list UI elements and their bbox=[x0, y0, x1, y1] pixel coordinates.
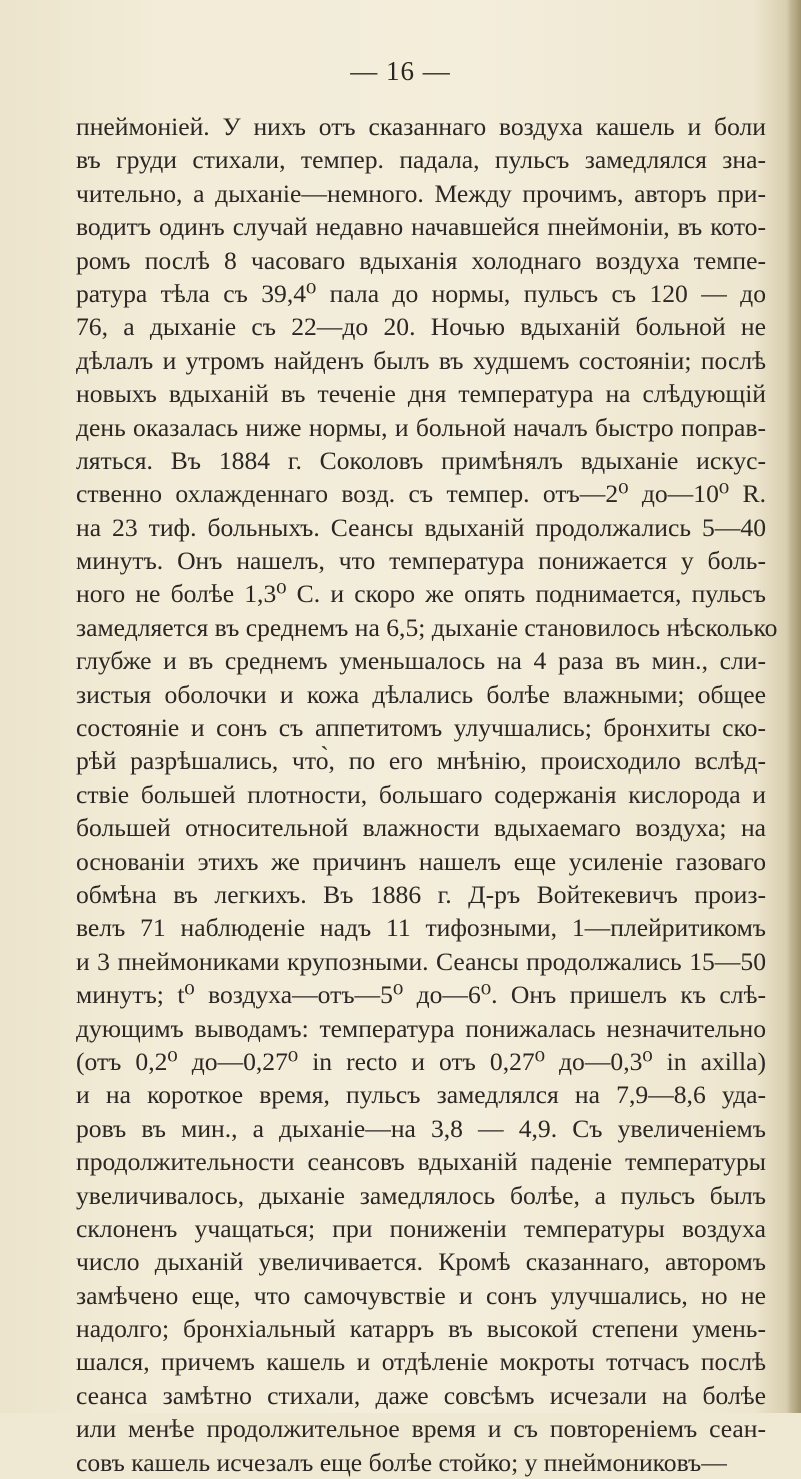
text-line: ровъ въ мин., а дыханіе—на 3,8 — 4,9. Съ увеличеніемъ bbox=[76, 1113, 766, 1143]
text-line: склоненъ учащаться; при пониженіи температуры воздуха bbox=[76, 1213, 766, 1243]
text-line: рѣй разрѣшались, что̀, по его мнѣнію, происходило вслѣд- bbox=[76, 746, 766, 776]
text-line: обмѣна въ легкихъ. Въ 1886 г. Д-ръ Войтекевичъ произ- bbox=[76, 879, 766, 909]
text-line: сеанса замѣтно стихали, даже совсѣмъ исчезали на болѣе bbox=[76, 1380, 766, 1410]
text-line: минутъ; t⁰ воздуха—отъ—5⁰ до—6⁰. Онъ пришелъ къ слѣ- bbox=[76, 980, 766, 1010]
text-line: ствіе большей плотности, большаго содержанія кислорода и bbox=[76, 779, 766, 809]
text-line: ляться. Въ 1884 г. Соколовъ примѣнялъ вдыханіе искус- bbox=[76, 445, 766, 475]
text-line: на 23 тиф. больныхъ. Сеансы вдыханій продолжались 5—40 bbox=[76, 512, 766, 542]
text-line: состояніе и сонъ съ аппетитомъ улучшались; бронхиты ско- bbox=[76, 713, 766, 743]
text-line: замедляется въ среднемъ на 6,5; дыханіе становилось нѣсколько bbox=[76, 612, 778, 642]
text-line: въ груди стихали, темпер. падала, пульсъ замедлялся зна- bbox=[76, 145, 766, 175]
text-line: надолго; бронхіальный катарръ въ высокой степени умень- bbox=[76, 1314, 766, 1344]
text-line: и 3 пнеймониками крупозными. Сеансы продолжались 15—50 bbox=[76, 946, 766, 976]
text-line: дѣлалъ и утромъ найденъ былъ въ худшемъ состояніи; послѣ bbox=[76, 345, 766, 375]
text-line: 76, а дыханіе съ 22—до 20. Ночью вдыханій больной не bbox=[76, 312, 766, 342]
text-line: глубже и въ среднемъ уменьшалось на 4 раза въ мин., сли- bbox=[76, 646, 766, 676]
text-line: ратура тѣла съ 39,4⁰ пала до нормы, пульсъ съ 120 — до bbox=[76, 278, 766, 308]
text-line: дующимъ выводамъ: температура понижалась незначительно bbox=[76, 1013, 766, 1043]
text-line: минутъ. Онъ нашелъ, что температура понижается у боль- bbox=[76, 546, 766, 576]
text-line: основаніи этихъ же причинъ нашелъ еще усиленіе газоваго bbox=[76, 846, 766, 876]
text-line: и на короткое время, пульсъ замедлялся на 7,9—8,6 уда- bbox=[76, 1080, 766, 1110]
text-line: велъ 71 наблюденіе надъ 11 тифозными, 1—плейритикомъ bbox=[76, 913, 766, 943]
page-number: — 16 — bbox=[350, 56, 451, 86]
text-line: зистыя оболочки и кожа дѣлались болѣе влажными; общее bbox=[76, 679, 766, 709]
text-line: (отъ 0,2⁰ до—0,27⁰ in recto и отъ 0,27⁰ до—0,3⁰ in axilla) bbox=[76, 1046, 766, 1076]
text-line: ного не болѣе 1,3⁰ С. и скоро же опять поднимается, пульсъ bbox=[76, 579, 766, 609]
body-text bbox=[76, 110, 778, 1479]
text-line: число дыханій увеличивается. Кромѣ сказаннаго, авторомъ bbox=[76, 1247, 766, 1277]
text-line: совъ кашель исчезалъ еще болѣе стойко; у пнеймониковъ— bbox=[76, 1447, 727, 1477]
text-line: ромъ послѣ 8 часоваго вдыханія холоднаго воздуха темпе- bbox=[76, 245, 766, 275]
text-line: новыхъ вдыханій въ теченіе дня температура на слѣдующій bbox=[76, 379, 766, 409]
text-line: продолжительности сеансовъ вдыханій паденіе температуры bbox=[76, 1147, 766, 1177]
text-line: чительно, а дыханіе—немного. Между прочимъ, авторъ при- bbox=[76, 178, 766, 208]
text-line: водитъ одинъ случай недавно начавшейся пнеймоніи, въ кото- bbox=[76, 212, 766, 242]
text-line: день оказалась ниже нормы, и больной началъ быстро поправ- bbox=[76, 412, 766, 442]
text-line: или менѣе продолжительное время и съ повтореніемъ сеан- bbox=[76, 1414, 766, 1444]
text-line: увеличивалось, дыханіе замедлялось болѣе, а пульсъ былъ bbox=[76, 1180, 766, 1210]
text-line: замѣчено еще, что самочувствіе и сонъ улучшались, но не bbox=[76, 1280, 766, 1310]
text-line: большей относительной влажности вдыхаемаго воздуха; на bbox=[76, 813, 766, 843]
page-edge-shadow bbox=[787, 0, 801, 1413]
text-line: шался, причемъ кашель и отдѣленіе мокроты тотчасъ послѣ bbox=[76, 1347, 766, 1377]
text-line: ственно охлажденнаго возд. съ темпер. отъ—2⁰ до—10⁰ R. bbox=[76, 479, 766, 509]
text-line: пнеймоніей. У нихъ отъ сказаннаго воздуха кашель и боли bbox=[76, 112, 766, 141]
